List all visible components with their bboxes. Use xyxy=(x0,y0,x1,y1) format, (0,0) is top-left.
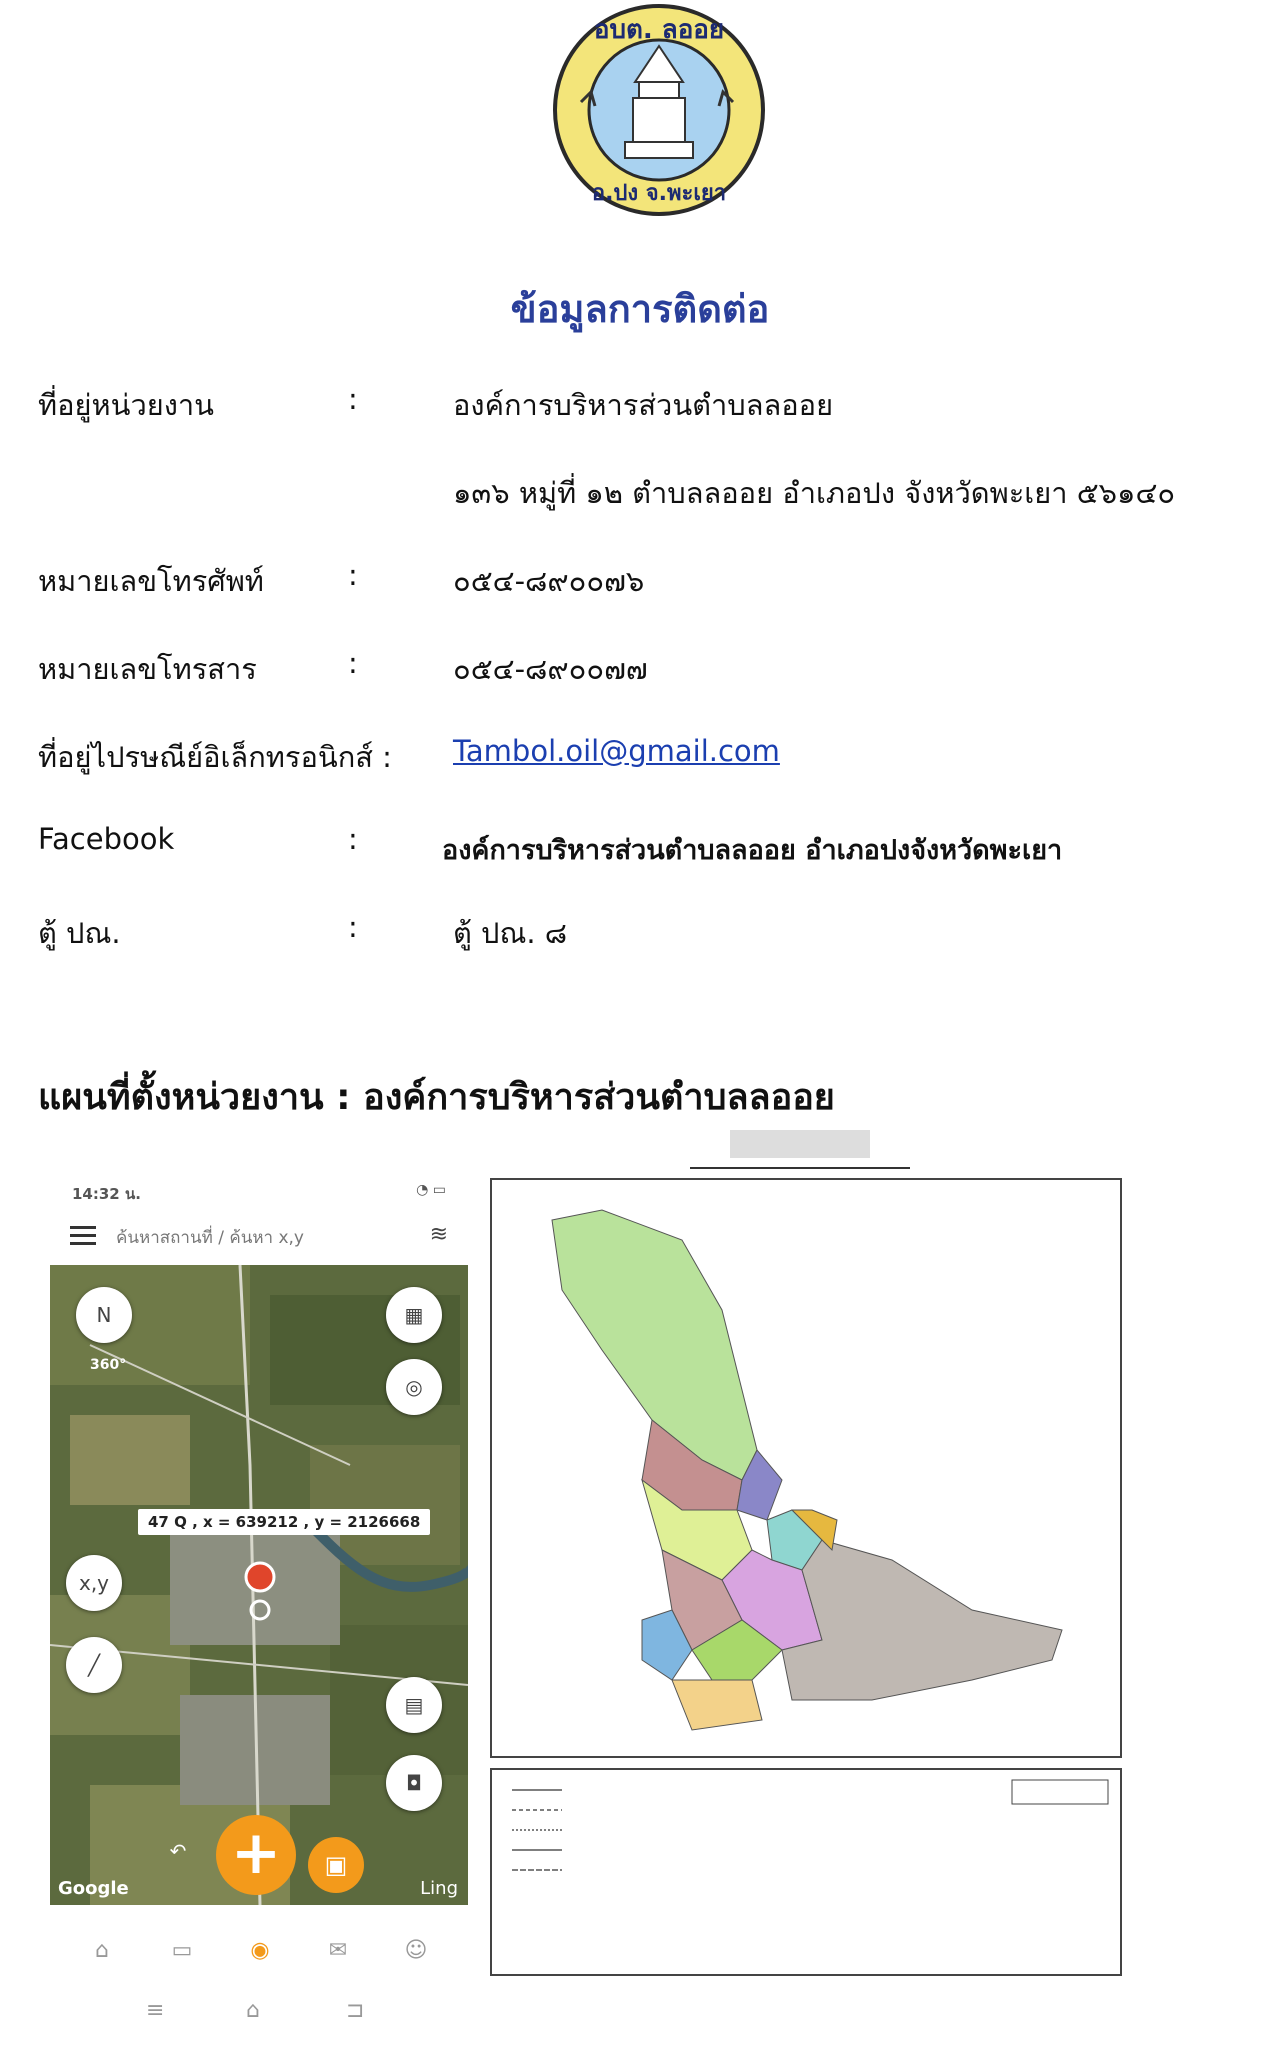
contact-value: องค์การบริหารส่วนตำบลลออย อำเภอปงจังหวัดพะเยา xyxy=(442,835,1063,866)
bottom-nav xyxy=(50,1938,468,1988)
recent-apps-icon[interactable]: ≡ xyxy=(146,1998,165,2023)
wifi-icon: ◔ xyxy=(416,1182,429,1198)
status-time: 14:32 น. xyxy=(72,1185,141,1203)
contact-row-phone xyxy=(38,558,1258,608)
google-watermark: Google xyxy=(58,1878,129,1899)
map-type-icon[interactable]: ▦ xyxy=(386,1287,442,1343)
undo-icon[interactable]: ↶ xyxy=(169,1839,187,1863)
nav-inbox-icon[interactable]: ✉ xyxy=(328,1938,348,1963)
battery-icon: ▭ xyxy=(432,1182,446,1198)
nav-calendar-icon[interactable]: ▭ xyxy=(171,1938,193,1963)
contact-value: ๐๕๔-๘๙๐๐๗๗ xyxy=(453,652,648,686)
rotate-label: 360° xyxy=(90,1357,127,1373)
contact-row-pobox xyxy=(38,910,1258,960)
contact-row-address-line2 xyxy=(38,470,1258,520)
ruler-icon[interactable]: ╱ xyxy=(66,1637,122,1693)
satellite-map[interactable] xyxy=(50,1265,468,1905)
contact-colon: : xyxy=(348,382,358,416)
menu-icon[interactable] xyxy=(70,1226,96,1246)
district-map xyxy=(480,1128,1130,1982)
map-title: แผนที่ตั้งหน่วยงาน : องค์การบริหารส่วนตำบลลออย xyxy=(38,1077,835,1118)
search-placeholder[interactable]: ค้นหาสถานที่ / ค้นหา x,y xyxy=(116,1228,304,1248)
save-icon[interactable]: ▣ xyxy=(308,1837,364,1893)
contact-row-facebook xyxy=(38,822,1258,872)
ling-watermark: Ling xyxy=(420,1878,458,1899)
add-button[interactable]: + xyxy=(216,1815,296,1895)
contact-row-address xyxy=(38,382,1258,432)
grid-icon[interactable]: ▤ xyxy=(386,1677,442,1733)
contact-row-email xyxy=(38,734,1258,784)
logo xyxy=(551,2,767,218)
logo-text-bottom: อ.ปง จ.พะเยา xyxy=(591,181,727,206)
contact-value: ตู้ ปณ. ๘ xyxy=(453,916,568,950)
compass-button[interactable]: N xyxy=(76,1287,132,1343)
contact-value: องค์การบริหารส่วนตำบลลออย xyxy=(453,388,834,422)
logo-text-top: อบต. ลออย xyxy=(593,15,725,45)
contact-colon: : xyxy=(348,910,358,944)
back-icon[interactable]: ⊐ xyxy=(346,1998,365,2023)
system-nav xyxy=(50,1998,468,2028)
contact-value: ๐๕๔-๘๙๐๐๗๖ xyxy=(453,564,645,598)
nav-home-icon[interactable]: ⌂ xyxy=(95,1938,109,1963)
contact-colon: : xyxy=(348,646,358,680)
phone-screenshot xyxy=(50,1168,468,2030)
locate-icon[interactable]: ◎ xyxy=(386,1359,442,1415)
camera-icon[interactable]: ◘ xyxy=(386,1755,442,1811)
contact-label: ตู้ ปณ. xyxy=(38,916,121,950)
contact-colon: : xyxy=(348,558,358,592)
status-icons xyxy=(416,1182,446,1198)
xy-button[interactable]: x,y xyxy=(66,1555,122,1611)
page-heading: ข้อมูลการติดต่อ xyxy=(510,287,770,331)
nav-map-icon[interactable]: ◉ xyxy=(250,1938,270,1963)
search-bar[interactable] xyxy=(50,1212,468,1262)
contact-value: ๑๓๖ หมู่ที่ ๑๒ ตำบลลออย อำเภอปง จังหวัดพะเยา ๕๖๑๔๐ xyxy=(453,476,1176,510)
email-link[interactable]: Tambol.oil@gmail.com xyxy=(453,734,780,768)
contact-label: หมายเลขโทรศัพท์ xyxy=(38,564,264,598)
coordinate-label: 47 Q , x = 639212 , y = 2126668 xyxy=(138,1509,430,1535)
nav-profile-icon[interactable]: ☺ xyxy=(404,1938,428,1963)
contact-label: Facebook xyxy=(38,822,175,856)
contact-row-fax xyxy=(38,646,1258,696)
district-map-legend xyxy=(490,1768,1122,1976)
contact-colon: : xyxy=(348,822,358,856)
home-system-icon[interactable]: ⌂ xyxy=(246,1998,260,2023)
contact-label: ที่อยู่ไปรษณีย์อิเล็กทรอนิกส์ : xyxy=(38,740,392,774)
layers-icon[interactable]: ≋ xyxy=(429,1222,448,1247)
contact-label: ที่อยู่หน่วยงาน xyxy=(38,388,215,422)
district-map-frame xyxy=(490,1178,1122,1758)
contact-label: หมายเลขโทรสาร xyxy=(38,652,257,686)
